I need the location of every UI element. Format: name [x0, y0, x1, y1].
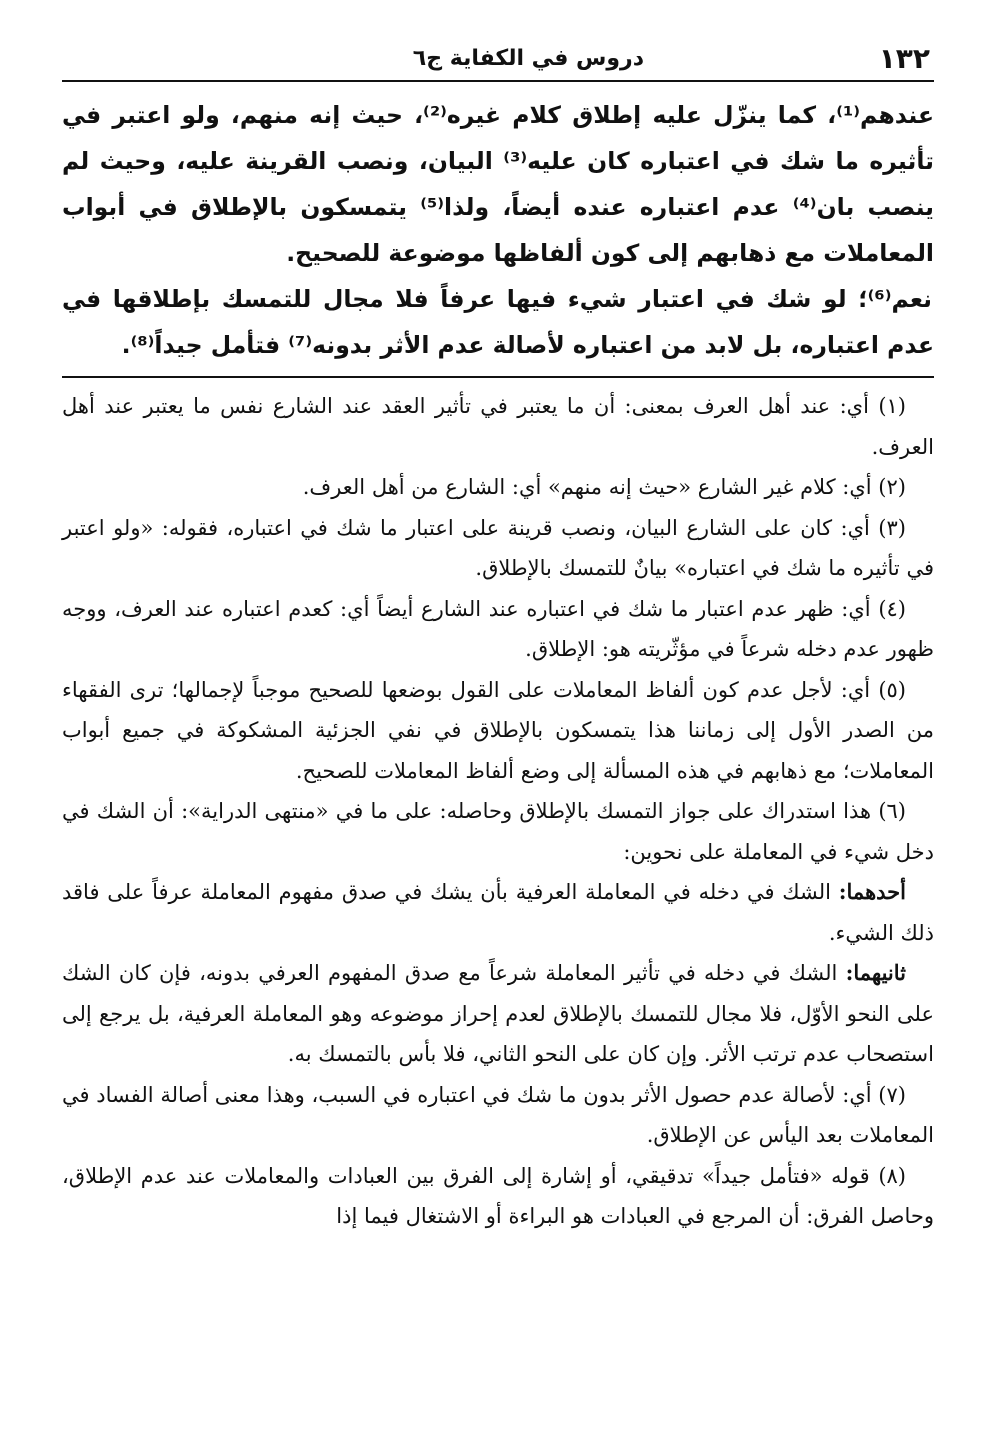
page-header	[62, 38, 934, 82]
footnote-1: (١) أي: عند أهل العرف بمعنى: أن ما يعتبر في تأثير العقد عند الشارع نفس ما يعتبر عند أهل العرف.	[62, 394, 934, 459]
footnotes	[62, 386, 934, 1237]
footnote-7: (٧) أي: لأصالة عدم حصول الأثر بدون ما شك في اعتباره في السبب، وهذا معنى أصالة الفساد في المعاملات بعد اليأس عن الإطلاق.	[62, 1082, 934, 1147]
footnote-6-first-text: الشك في دخله في المعاملة العرفية بأن يشك في صدق مفهوم المعاملة عرفاً على فاقد ذلك الشيء.	[62, 880, 934, 945]
footnote-4: (٤) أي: ظهر عدم اعتبار ما شك في اعتباره عند الشارع أيضاً أي: كعدم اعتباره عند العرف، ووجه ظهور عدم دخله شرعاً في مؤثّريته هو: الإطلاق.	[62, 596, 934, 661]
footnote-6: (٦) هذا استدراك على جواز التمسك بالإطلاق وحاصله: على ما في «منتهى الدراية»: أن الشك في دخل شيء في المعاملة على نحوين:	[62, 799, 934, 864]
page-number: ١٣٢	[878, 42, 930, 75]
footnote-6-second-text: الشك في دخله في تأثير المعاملة شرعاً مع صدق المفهوم العرفي بدونه، فإن كان الشك على النحو الأوّل، فلا مجال للتمسك بالإطلاق لعدم إحراز موضوعه وهو المعاملة العرفية، بل يرجع إلى استصحاب عدم ترتب الأثر. وإن كان على النحو الثاني، فلا بأس بالتمسك به.	[62, 961, 934, 1066]
footnote-5: (٥) أي: لأجل عدم كون ألفاظ المعاملات على القول بوضعها للصحيح موجباً لإجمالها؛ ترى الفقهاء من الصدر الأول إلى زماننا هذا يتمسكون بالإطلاق في نفي الجزئية المشكوكة في جميع أبواب المعاملات؛ مع ذهابهم في هذه المسألة إلى وضع ألفاظ المعاملات للصحيح.	[62, 677, 934, 783]
main-paragraph: نعم⁽⁶⁾؛ لو شك في اعتبار شيء فيها عرفاً فلا مجال للتمسك بإطلاقها في عدم اعتباره، بل لابد من اعتباره لأصالة عدم الأثر بدونه⁽⁷⁾ فتأمل جيداً⁽⁸⁾.	[62, 285, 934, 359]
footnote-2: (٢) أي: كلام غير الشارع «حيث إنه منهم» أي: الشارع من أهل العرف.	[302, 475, 906, 499]
footnote-8: (٨) قوله «فتأمل جيداً» تدقيقي، أو إشارة إلى الفرق بين العبادات والمعاملات عند عدم الإطلاق، وحاصل الفرق: أن المرجع في العبادات هو البراءة أو الاشتغال فيما إذا	[62, 1163, 934, 1228]
footnote-divider	[62, 376, 934, 378]
book-page	[62, 38, 934, 1438]
main-text	[62, 92, 934, 368]
footnote-6-second	[62, 953, 934, 1075]
footnote-6-second-label: ثانيهما:	[845, 960, 906, 985]
footnote-6-first	[62, 872, 934, 953]
footnote-3: (٣) أي: كان على الشارع البيان، ونصب قرينة على اعتبار ما شك في اعتباره، فقوله: «ولو اعتبر في تأثيره ما شك في اعتباره» بيانٌ للتمسك بالإطلاق.	[62, 515, 934, 580]
running-title: دروس في الكفاية ج٦	[412, 46, 644, 71]
footnote-6-first-label: أحدهما:	[838, 879, 906, 904]
main-paragraph: عندهم⁽¹⁾، كما ينزّل عليه إطلاق كلام غيره⁽²⁾، حيث إنه منهم، ولو اعتبر في تأثيره ما شك في اعتباره كان عليه⁽³⁾ البيان، ونصب القرينة عليه، وحيث لم ينصب بان⁽⁴⁾ عدم اعتباره عنده أيضاً، ولذا⁽⁵⁾ يتمسكون بالإطلاق في أبواب المعاملات مع ذهابهم إلى كون ألفاظها موضوعة للصحيح.	[62, 101, 934, 267]
